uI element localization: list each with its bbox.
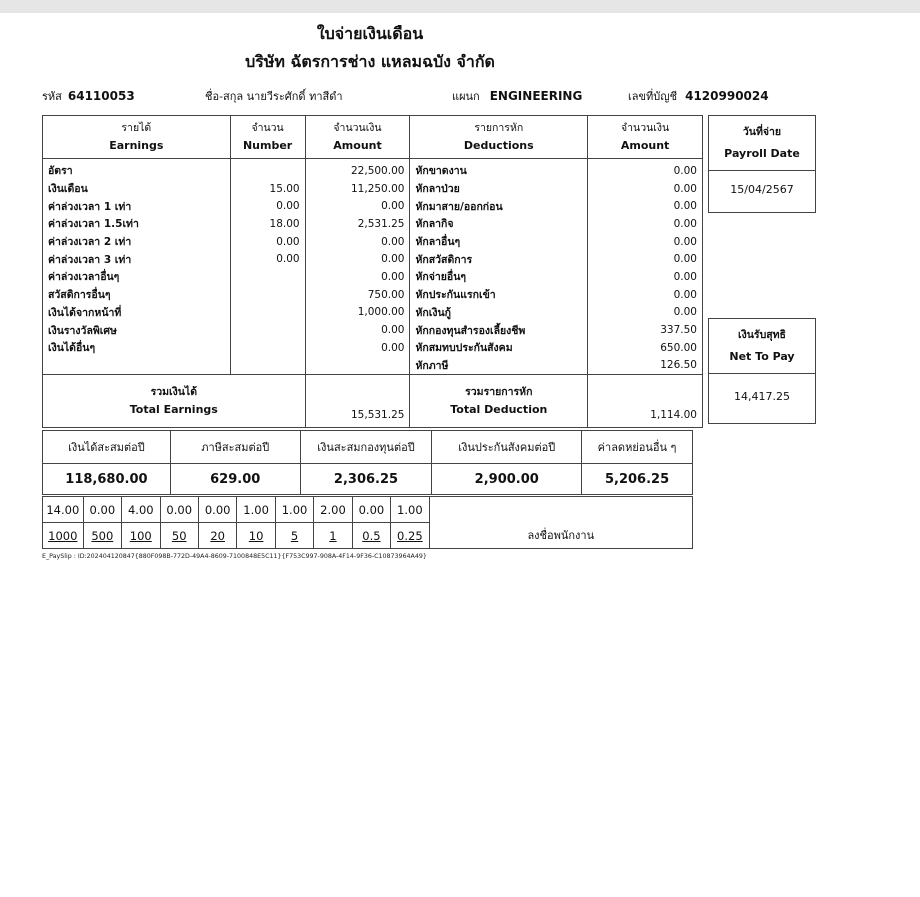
table-row: [43, 268, 703, 286]
deduction-amount: 0.00: [588, 180, 703, 198]
payroll-date-box: [708, 115, 816, 213]
table-row: [43, 233, 703, 251]
earning-amount: [305, 357, 410, 375]
earning-label: ค่าล่วงเวลา 1 เท่า: [43, 197, 231, 215]
earning-number: 0.00: [230, 233, 305, 251]
denomination-value: 0.25: [391, 523, 429, 549]
document-title: ใบจ่ายเงินเดือน: [316, 24, 424, 43]
total-earnings-value: 15,531.25: [305, 375, 410, 428]
table-row: [43, 339, 703, 357]
table-row: [43, 357, 703, 375]
employee-name: [205, 87, 343, 105]
earning-amount: 0.00: [305, 268, 410, 286]
employee-id: [42, 87, 135, 105]
denomination-count: 0.00: [352, 497, 390, 523]
ytd-value: 118,680.00: [43, 464, 171, 495]
table-row: [43, 321, 703, 339]
deduction-amount: 0.00: [588, 233, 703, 251]
deduction-amount: 126.50: [588, 357, 703, 375]
payroll-date-value: 15/04/2567: [730, 183, 794, 196]
account-value: 4120990024: [685, 89, 769, 103]
department-value: ENGINEERING: [489, 89, 583, 103]
table-row: [43, 197, 703, 215]
amount-header: จำนวนเงิน Amount: [305, 116, 410, 159]
earnings-header: รายได้ Earnings: [43, 116, 231, 159]
earning-amount: 11,250.00: [305, 180, 410, 198]
denomination-count: 1.00: [275, 497, 313, 523]
earning-number: 15.00: [230, 180, 305, 198]
earning-amount: 1,000.00: [305, 304, 410, 322]
earning-label: อัตรา: [43, 159, 231, 180]
deduction-label: หักลาป่วย: [410, 180, 588, 198]
table-row: [43, 180, 703, 198]
deduction-label: หักจ่ายอื่นๆ: [410, 268, 588, 286]
year-to-date-table: [42, 430, 693, 495]
denomination-count: 2.00: [314, 497, 352, 523]
denomination-value: 5: [275, 523, 313, 549]
employee-id-label: รหัส: [42, 90, 62, 103]
deduction-amount: 0.00: [588, 197, 703, 215]
earning-amount: 0.00: [305, 197, 410, 215]
earning-label: ค่าล่วงเวลา 1.5เท่า: [43, 215, 231, 233]
earnings-deductions-table: [42, 115, 703, 428]
earning-number: 0.00: [230, 250, 305, 268]
deduction-amount: 0.00: [588, 286, 703, 304]
ytd-value: 629.00: [170, 464, 300, 495]
deductions-header: รายการหัก Deductions: [410, 116, 588, 159]
denomination-value: 1000: [43, 523, 84, 549]
denomination-value: 500: [83, 523, 121, 549]
earning-number: [230, 286, 305, 304]
earning-number: [230, 321, 305, 339]
ytd-label: เงินสะสมกองทุนต่อปี: [300, 431, 432, 464]
earning-number: [230, 304, 305, 322]
payslip-id-footer: E_PaySlip : ID:202404120847{880F098B-772D-49A4-8609-7100848E5C11}{F753C997-908A-4F14-9F36-C10873964A49}: [42, 553, 427, 560]
employee-id-value: 64110053: [67, 89, 135, 103]
earning-amount: 0.00: [305, 250, 410, 268]
denomination-value: 100: [122, 523, 160, 549]
ytd-value: 2,900.00: [432, 464, 582, 495]
earning-amount: 750.00: [305, 286, 410, 304]
deduction-amount: 0.00: [588, 304, 703, 322]
table-row: [43, 286, 703, 304]
denomination-count: 1.00: [237, 497, 275, 523]
earning-number: [230, 159, 305, 180]
earning-label: เงินรางวัลพิเศษ: [43, 321, 231, 339]
deduction-amount-header: จำนวนเงิน Amount: [588, 116, 703, 159]
deduction-label: หักภาษี: [410, 357, 588, 375]
table-row: [43, 304, 703, 322]
denomination-count: 4.00: [122, 497, 160, 523]
denomination-count: 0.00: [198, 497, 236, 523]
denomination-value: 10: [237, 523, 275, 549]
deduction-label: หักสมทบประกันสังคม: [410, 339, 588, 357]
employee-department: [452, 87, 582, 105]
deduction-label: หักลาอื่นๆ: [410, 233, 588, 251]
earning-label: เงินเดือน: [43, 180, 231, 198]
net-pay-label: เงินรับสุทธิ Net To Pay: [709, 319, 815, 374]
earning-number: 18.00: [230, 215, 305, 233]
earning-number: [230, 357, 305, 375]
earning-label: เงินได้จากหน้าที่: [43, 304, 231, 322]
denomination-count: 0.00: [160, 497, 198, 523]
employee-name-label: ชื่อ-สกุล: [205, 90, 244, 103]
earning-amount: 0.00: [305, 233, 410, 251]
earning-label: ค่าล่วงเวลา 2 เท่า: [43, 233, 231, 251]
payroll-date-label: วันที่จ่าย Payroll Date: [709, 116, 815, 171]
deduction-amount: 0.00: [588, 159, 703, 180]
deduction-label: หักประกันแรกเข้า: [410, 286, 588, 304]
number-header: จำนวน Number: [230, 116, 305, 159]
earning-amount: 2,531.25: [305, 215, 410, 233]
earning-label: [43, 357, 231, 375]
deduction-amount: 0.00: [588, 268, 703, 286]
total-deduction-value: 1,114.00: [588, 375, 703, 428]
ytd-label: เงินประกันสังคมต่อปี: [432, 431, 582, 464]
denomination-value: 20: [198, 523, 236, 549]
ytd-label: ค่าลดหย่อนอื่น ๆ: [582, 431, 693, 464]
total-deduction-label: รวมรายการหัก Total Deduction: [410, 375, 588, 428]
ytd-label: ภาษีสะสมต่อปี: [170, 431, 300, 464]
company-name: บริษัท ฉัตรการช่าง แหลมฉบัง จำกัด: [245, 52, 495, 71]
earning-label: เงินได้อื่นๆ: [43, 339, 231, 357]
account-label: เลขที่บัญชี: [628, 90, 678, 103]
deduction-amount: 650.00: [588, 339, 703, 357]
earning-label: ค่าล่วงเวลา 3 เท่า: [43, 250, 231, 268]
table-row: [43, 250, 703, 268]
earning-number: [230, 339, 305, 357]
denomination-value: 1: [314, 523, 352, 549]
cash-denomination-table: [42, 496, 693, 549]
viewer-top-bar: [0, 0, 920, 13]
earning-number: [230, 268, 305, 286]
deduction-amount: 337.50: [588, 321, 703, 339]
denomination-value: 0.5: [352, 523, 390, 549]
denomination-count: 1.00: [391, 497, 429, 523]
deduction-label: หักมาสาย/ออกก่อน: [410, 197, 588, 215]
deduction-amount: 0.00: [588, 250, 703, 268]
deduction-label: หักกองทุนสำรองเลี้ยงชีพ: [410, 321, 588, 339]
employee-account: [628, 87, 769, 105]
employee-name-value: นายวีระศักดิ์ ทาสีดำ: [246, 90, 343, 103]
ytd-value: 2,306.25: [300, 464, 432, 495]
net-pay-box: [708, 318, 816, 424]
deduction-amount: 0.00: [588, 215, 703, 233]
denomination-count: 14.00: [43, 497, 84, 523]
denomination-value: 50: [160, 523, 198, 549]
earning-label: ค่าล่วงเวลาอื่นๆ: [43, 268, 231, 286]
earning-label: สวัสดิการอื่นๆ: [43, 286, 231, 304]
ytd-value: 5,206.25: [582, 464, 693, 495]
earning-amount: 0.00: [305, 339, 410, 357]
earning-amount: 22,500.00: [305, 159, 410, 180]
employee-signature-field: [429, 497, 692, 549]
denomination-count: 0.00: [83, 497, 121, 523]
earning-amount: 0.00: [305, 321, 410, 339]
deduction-label: หักเงินกู้: [410, 304, 588, 322]
table-row: [43, 159, 703, 180]
deduction-label: หักสวัสดิการ: [410, 250, 588, 268]
total-earnings-label: รวมเงินได้ Total Earnings: [43, 375, 306, 428]
table-row: [43, 215, 703, 233]
department-label: แผนก: [452, 90, 480, 103]
net-pay-value: 14,417.25: [734, 390, 790, 403]
earning-number: 0.00: [230, 197, 305, 215]
deduction-label: หักลากิจ: [410, 215, 588, 233]
deduction-label: หักขาดงาน: [410, 159, 588, 180]
employee-signature-label: ลงชื่อพนักงาน: [527, 529, 595, 542]
ytd-label: เงินได้สะสมต่อปี: [43, 431, 171, 464]
